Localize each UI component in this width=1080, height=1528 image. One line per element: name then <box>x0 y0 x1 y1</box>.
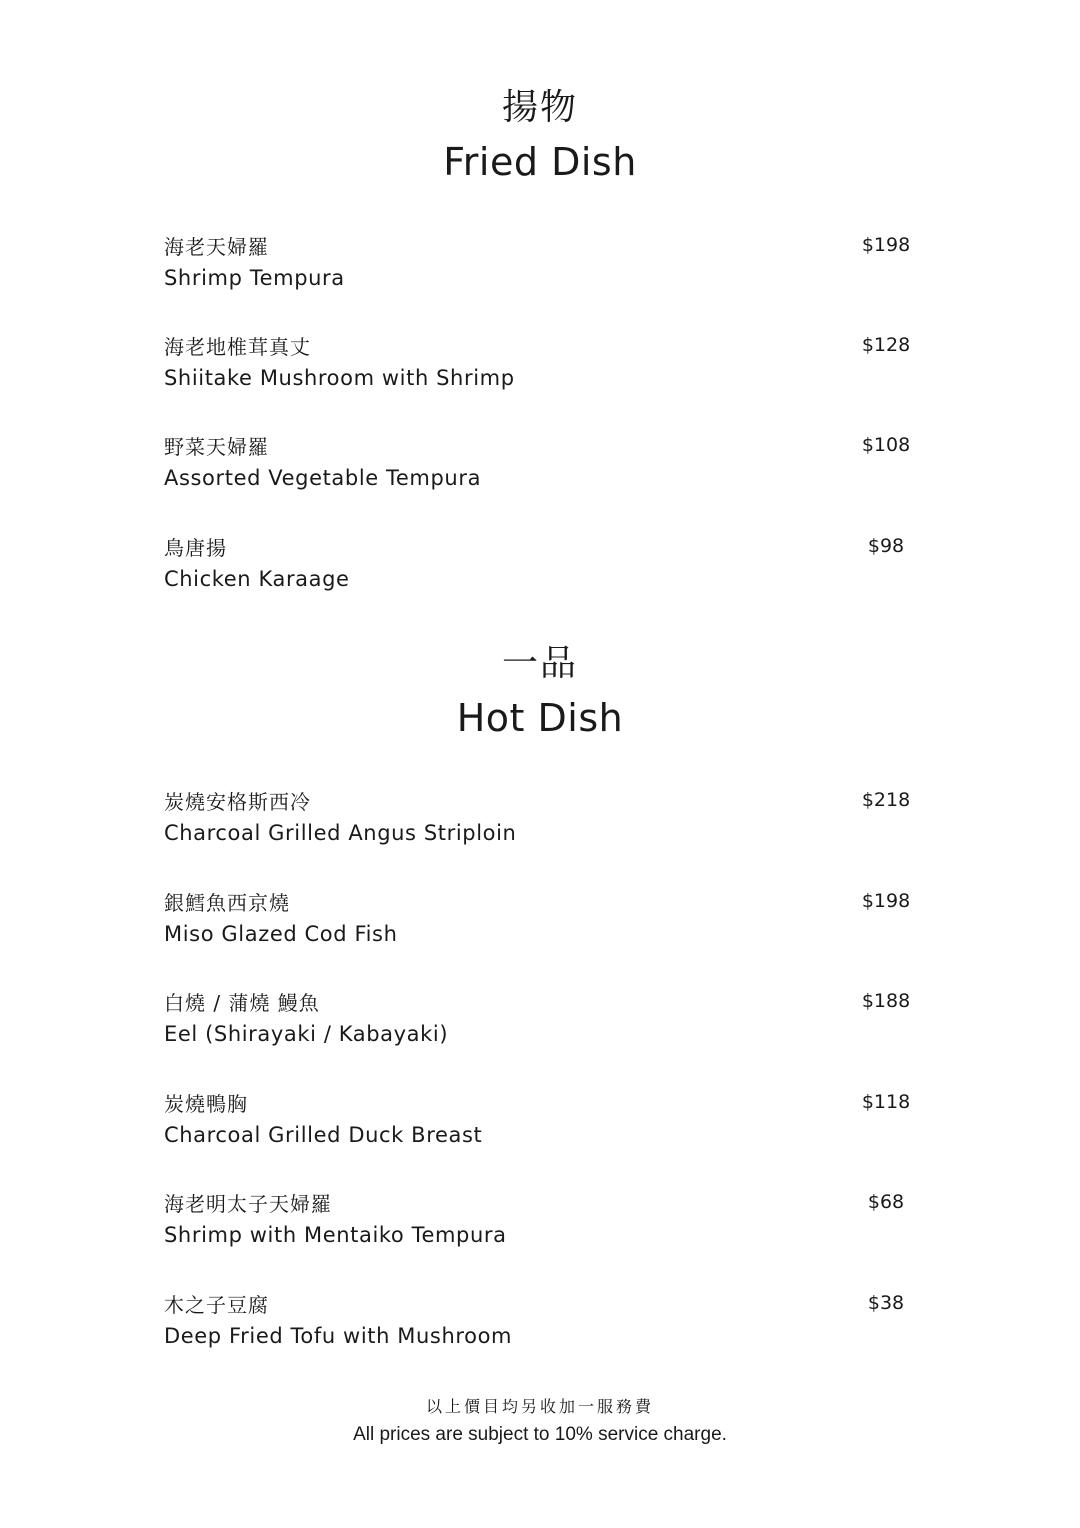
item-name-en: Miso Glazed Cod Fish <box>164 922 398 946</box>
item-price: $128 <box>861 334 911 356</box>
item-price: $198 <box>861 890 911 912</box>
item-name-en: Shrimp with Mentaiko Tempura <box>164 1223 507 1247</box>
item-price: $38 <box>867 1292 905 1314</box>
section-title-zh: 揚物 <box>501 87 578 128</box>
item-name-zh: 海老地椎茸真丈 <box>164 335 311 359</box>
menu-item <box>164 990 916 1054</box>
section-title-en: Hot Dish <box>456 696 624 740</box>
item-name-zh: 炭燒鴨胸 <box>164 1092 248 1116</box>
menu-item <box>164 890 916 954</box>
section-header-fried <box>0 86 1080 186</box>
item-name-en: Charcoal Grilled Angus Striploin <box>164 821 517 845</box>
service-charge-en: All prices are subject to 10% service charge. <box>353 1424 727 1445</box>
item-name-zh: 野菜天婦羅 <box>164 435 269 459</box>
section-header-hot <box>0 642 1080 742</box>
item-price: $98 <box>867 535 905 557</box>
service-charge-note <box>0 1396 1080 1448</box>
item-name-en: Shiitake Mushroom with Shrimp <box>164 366 515 390</box>
item-name-zh: 白燒 / 蒲燒 鰻魚 <box>164 991 320 1015</box>
item-name-en: Shrimp Tempura <box>164 266 345 290</box>
item-name-zh: 海老天婦羅 <box>164 235 269 259</box>
menu-item <box>164 234 916 298</box>
item-name-en: Eel (Shirayaki / Kabayaki) <box>164 1022 449 1046</box>
item-price: $108 <box>861 434 911 456</box>
menu-item <box>164 789 916 853</box>
item-name-en: Deep Fried Tofu with Mushroom <box>164 1324 513 1348</box>
item-name-en: Charcoal Grilled Duck Breast <box>164 1123 483 1147</box>
menu-item <box>164 1292 916 1356</box>
menu-item <box>164 535 916 599</box>
item-name-zh: 木之子豆腐 <box>164 1293 269 1317</box>
item-price: $188 <box>861 990 911 1012</box>
item-name-zh: 海老明太子天婦羅 <box>164 1192 332 1216</box>
item-name-en: Assorted Vegetable Tempura <box>164 466 482 490</box>
item-price: $68 <box>867 1191 905 1213</box>
item-price: $218 <box>861 789 911 811</box>
item-price: $198 <box>861 234 911 256</box>
section-title-en: Fried Dish <box>443 140 637 184</box>
menu-item <box>164 1091 916 1155</box>
item-name-zh: 鳥唐揚 <box>164 536 227 560</box>
menu-item <box>164 1191 916 1255</box>
item-price: $118 <box>861 1091 911 1113</box>
menu-item <box>164 334 916 398</box>
item-name-zh: 炭燒安格斯西冷 <box>164 790 311 814</box>
item-name-zh: 銀鱈魚西京燒 <box>164 891 290 915</box>
menu-item <box>164 434 916 498</box>
section-title-zh: 一品 <box>501 643 578 684</box>
item-name-en: Chicken Karaage <box>164 567 350 591</box>
service-charge-zh: 以上價目均另收加一服務費 <box>425 1397 654 1416</box>
